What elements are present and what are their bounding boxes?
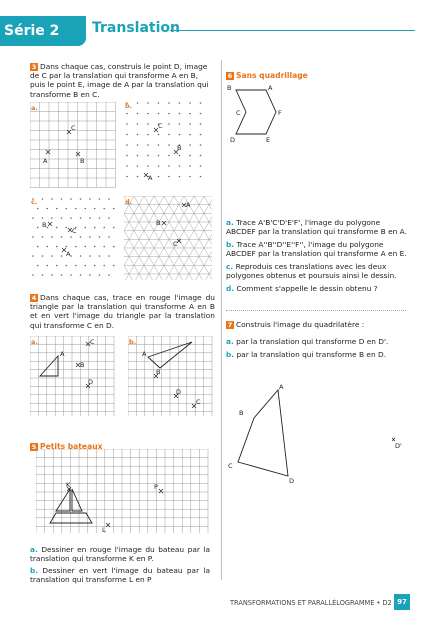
ex7-question-b	[226, 350, 411, 359]
grid-dot	[200, 134, 202, 136]
grid-dot	[113, 265, 115, 267]
grid-dot	[200, 113, 202, 115]
grid-dot	[179, 134, 181, 136]
grid-dot	[51, 217, 53, 219]
grid-dot	[84, 246, 86, 248]
ex3-d-point-B: B	[156, 219, 161, 227]
grid-dot	[94, 265, 96, 267]
grid-dot	[137, 155, 139, 157]
grid-dot	[126, 176, 128, 178]
grid-dot	[200, 176, 202, 178]
ex6-qd-label: d.	[226, 284, 235, 293]
grid-dot	[70, 217, 72, 219]
grid-dot	[42, 236, 44, 238]
ex5-grid-panel	[36, 449, 210, 535]
title-rule	[170, 30, 415, 31]
ex7-point-C: C	[228, 462, 233, 470]
ex7-point-B: B	[239, 409, 244, 417]
ex6-point-C: C	[236, 109, 241, 117]
grid-dot	[158, 102, 160, 104]
ex3-number: 3	[31, 63, 37, 71]
grid-dot	[70, 198, 72, 200]
ex3-d-point-A: A	[186, 201, 191, 209]
grid-dot	[56, 227, 58, 229]
serie-label: Série 2	[4, 23, 60, 39]
ex3-a-grid	[30, 102, 116, 188]
ex6-point-F: F	[278, 109, 282, 117]
grid-dot	[179, 102, 181, 104]
grid-dot	[113, 227, 115, 229]
grid-dot	[126, 134, 128, 136]
page-number: 97	[394, 594, 410, 610]
grid-dot	[108, 198, 110, 200]
grid-dot	[108, 236, 110, 238]
ex3-a-point-C: C	[71, 124, 76, 132]
grid-dot	[56, 208, 58, 210]
ex6-qd-text: Comment s'appelle le dessin obtenu ?	[236, 284, 378, 293]
grid-dot	[126, 123, 128, 125]
ex3-text: Dans chaque cas, construis le point D, image de C par la translation qui transforme A en B, puis le point E, image de A par la translation qui transforme B en C.	[30, 62, 209, 99]
grid-dot	[168, 165, 170, 167]
ex7-qb-label: b.	[226, 350, 235, 359]
grid-dot	[89, 217, 91, 219]
grid-dot	[51, 198, 53, 200]
grid-dot	[51, 255, 53, 257]
grid-dot	[189, 165, 191, 167]
ex7-statement	[226, 320, 411, 329]
grid-dot	[147, 155, 149, 157]
grid-dot	[147, 113, 149, 115]
grid-dot	[126, 113, 128, 115]
ex3-d-grid	[124, 196, 212, 280]
ex5-point-L: L	[102, 526, 106, 534]
ex4-number: 4	[31, 294, 37, 302]
grid-dot	[189, 123, 191, 125]
grid-dot	[61, 274, 63, 276]
grid-dot	[46, 265, 48, 267]
grid-line	[126, 196, 174, 280]
ex3-c-dots	[32, 198, 114, 276]
ex6-question-a	[226, 218, 411, 236]
grid-dot	[42, 255, 44, 257]
grid-dot	[46, 246, 48, 248]
grid-dot	[84, 208, 86, 210]
grid-dot	[42, 217, 44, 219]
grid-dot	[70, 236, 72, 238]
grid-dot	[32, 236, 34, 238]
grid-dot	[179, 123, 181, 125]
grid-dot	[103, 208, 105, 210]
grid-dot	[65, 265, 67, 267]
grid-dot	[80, 236, 82, 238]
ex5-number: 5	[31, 443, 37, 451]
grid-dot	[147, 165, 149, 167]
grid-dot	[65, 227, 67, 229]
grid-dot	[89, 274, 91, 276]
ex7-qa-label: a.	[226, 337, 234, 346]
ex3-b-label: b.	[125, 102, 133, 110]
grid-dot	[103, 246, 105, 248]
grid-dot	[46, 208, 48, 210]
ex4-statement	[30, 293, 215, 330]
ex4-b-point-B: B	[156, 368, 161, 376]
ex7-question-a	[226, 337, 411, 346]
grid-dot	[80, 255, 82, 257]
grid-line	[156, 196, 204, 280]
grid-dot	[179, 155, 181, 157]
grid-dot	[137, 113, 139, 115]
ex6-title: Sans quadrillage	[236, 71, 308, 80]
ex3-d-label: d.	[125, 198, 133, 206]
ex3-c-point-B-mark	[48, 222, 52, 226]
ex6-question-d	[226, 284, 411, 293]
grid-dot	[75, 265, 77, 267]
grid-dot	[99, 198, 101, 200]
ex4-b-point-C: C	[196, 398, 201, 406]
ex5-point-P-mark	[159, 489, 163, 493]
ex6-qc-text: Reproduis ces translations avec les deux polygones obtenus et poursuis ainsi le dessin.	[226, 262, 397, 281]
ex5-point-K: K	[66, 481, 71, 489]
ex7-point-A: A	[279, 383, 284, 391]
grid-dot	[94, 246, 96, 248]
ex7-point-D: D	[289, 477, 295, 485]
grid-dot	[200, 102, 202, 104]
ex6-polygon-figure	[226, 80, 296, 146]
grid-dot	[89, 198, 91, 200]
grid-dot	[108, 274, 110, 276]
grid-dot	[189, 155, 191, 157]
grid-dot	[147, 134, 149, 136]
ex3-a-point-B: B	[80, 157, 85, 165]
ex7-quadrilateral	[238, 390, 288, 476]
grid-dot	[147, 102, 149, 104]
ex6-qa-text: Trace A'B'C'D'E'F', l'image du polygone ABCDEF par la translation qui transforme B en A.	[226, 218, 407, 237]
grid-dot	[99, 236, 101, 238]
grid-dot	[32, 217, 34, 219]
ex3-statement	[30, 62, 215, 99]
grid-dot	[168, 144, 170, 146]
ex4-a-point-D: D	[88, 378, 94, 386]
ex3-c-point-B: B	[42, 221, 47, 229]
grid-dot	[89, 255, 91, 257]
ex3-d-point-B-mark	[162, 221, 166, 225]
grid-dot	[168, 113, 170, 115]
ex6-question-b	[226, 240, 411, 258]
grid-dot	[158, 155, 160, 157]
ex6-point-D: D	[230, 136, 236, 144]
grid-line	[124, 196, 144, 280]
grid-dot	[51, 236, 53, 238]
ex7-number: 7	[227, 321, 233, 329]
grid-dot	[65, 246, 67, 248]
grid-dot	[32, 255, 34, 257]
grid-line	[136, 196, 184, 280]
ex5-point-P: P	[154, 483, 158, 491]
ex3-panel-c	[30, 196, 116, 280]
grid-dot	[51, 274, 53, 276]
grid-dot	[61, 255, 63, 257]
grid-dot	[200, 155, 202, 157]
grid-dot	[56, 246, 58, 248]
ex3-b-point-B: B	[177, 144, 182, 152]
grid-dot	[147, 123, 149, 125]
ex4-b-point-D: D	[176, 388, 182, 396]
grid-dot	[84, 265, 86, 267]
grid-dot	[65, 208, 67, 210]
grid-dot	[200, 123, 202, 125]
grid-dot	[137, 176, 139, 178]
ex6-point-E: E	[266, 136, 271, 144]
ex6-qb-label: b.	[226, 240, 235, 249]
ex3-a-point-A: A	[43, 157, 48, 165]
ex4-a-label: a.	[31, 338, 38, 346]
grid-dot	[103, 227, 105, 229]
ex3-panel-d	[124, 196, 212, 280]
grid-dot	[126, 144, 128, 146]
ex3-panel-a	[30, 102, 116, 188]
grid-dot	[158, 144, 160, 146]
grid-dot	[168, 176, 170, 178]
ex3-c-point-A: A	[66, 250, 71, 258]
section-separator	[226, 310, 406, 311]
grid-dot	[168, 123, 170, 125]
grid-dot	[75, 246, 77, 248]
ex7-text: Construis l'image du quadrilatère :	[236, 320, 365, 329]
ex6-number: 6	[227, 72, 233, 80]
ex4-a-point-B: B	[80, 361, 85, 369]
ex6-polygon	[236, 90, 276, 134]
grid-dot	[61, 236, 63, 238]
grid-dot	[32, 274, 34, 276]
grid-dot	[158, 134, 160, 136]
grid-line	[154, 196, 202, 280]
ex5-qa-text: Dessiner en rouge l'image du bateau par la translation qui transforme K en P.	[30, 545, 210, 564]
ex7-qb-text: par la translation qui transforme B en D.	[236, 350, 387, 359]
ex3-c-point-C: C	[72, 227, 77, 235]
grid-dot	[80, 198, 82, 200]
page-title: Translation	[92, 20, 180, 36]
ex4-b-label: b.	[129, 338, 137, 346]
grid-dot	[189, 144, 191, 146]
ex4-text: Dans chaque cas, trace en rouge l'image du triangle par la translation qui transforme A en B et en vert l'image du triangle par la translation qui transforme C en D.	[30, 293, 215, 330]
ex3-a-point-B-mark	[76, 152, 80, 156]
grid-line	[134, 196, 182, 280]
ex6-point-B: B	[227, 84, 232, 92]
grid-dot	[137, 134, 139, 136]
grid-dot	[94, 227, 96, 229]
grid-dot	[113, 246, 115, 248]
grid-dot	[158, 176, 160, 178]
ex6-qb-text: Trace A''B''D''E''F'', l'image du polygone ABCDEF par la translation qui transforme A en E.	[226, 240, 407, 259]
ex3-a-point-A-mark	[46, 150, 50, 154]
ex4-panel-a	[30, 336, 115, 418]
grid-dot	[103, 265, 105, 267]
ex3-a-label: a.	[31, 104, 38, 112]
grid-dot	[99, 255, 101, 257]
grid-dot	[80, 217, 82, 219]
grid-dot	[108, 217, 110, 219]
ex6-point-A: A	[268, 84, 273, 92]
ex5-title: Petits bateaux	[40, 442, 103, 451]
column-divider	[221, 60, 222, 580]
grid-line	[124, 196, 134, 280]
grid-dot	[37, 227, 39, 229]
ex5-qb-text: Dessiner en vert l'image du bateau par la translation qui transforme L en P	[30, 566, 210, 585]
grid-dot	[168, 134, 170, 136]
grid-dot	[70, 274, 72, 276]
grid-dot	[126, 165, 128, 167]
ex7-quadrilateral-figure	[222, 378, 412, 488]
grid-dot	[189, 176, 191, 178]
grid-dot	[61, 217, 63, 219]
grid-dot	[179, 113, 181, 115]
ex5-qb-label: b.	[30, 566, 39, 575]
ex7-point-Dp-mark	[392, 438, 395, 441]
ex3-b-dots	[126, 102, 201, 177]
grid-dot	[56, 265, 58, 267]
grid-dot	[168, 102, 170, 104]
grid-dot	[42, 274, 44, 276]
grid-dot	[147, 144, 149, 146]
ex3-b-point-C: C	[158, 122, 163, 130]
grid-dot	[75, 208, 77, 210]
ex5-question-a	[30, 545, 210, 563]
grid-dot	[89, 236, 91, 238]
grid-dot	[200, 144, 202, 146]
grid-dot	[37, 208, 39, 210]
ex5-question-b	[30, 566, 210, 584]
grid-dot	[94, 208, 96, 210]
ex4-b-point-A: A	[142, 350, 147, 358]
grid-dot	[113, 208, 115, 210]
ex3-d-point-C: C	[173, 240, 178, 248]
grid-dot	[158, 113, 160, 115]
footer-chapter: TRANSFORMATIONS ET PARALLÉLOGRAMME • D2	[230, 599, 392, 607]
ex6-qc-label: c.	[226, 262, 234, 271]
grid-dot	[137, 144, 139, 146]
grid-dot	[137, 102, 139, 104]
ex7-qa-text: par la translation qui transforme D en D'.	[236, 337, 389, 346]
grid-dot	[189, 113, 191, 115]
grid-dot	[99, 274, 101, 276]
ex3-b-point-A: A	[148, 174, 153, 182]
ex5-qa-label: a.	[30, 545, 38, 554]
ex6-qa-label: a.	[226, 218, 234, 227]
grid-dot	[46, 227, 48, 229]
grid-dot	[179, 176, 181, 178]
ex4-a-point-A: A	[60, 350, 65, 358]
grid-dot	[84, 227, 86, 229]
grid-dot	[37, 246, 39, 248]
grid-dot	[108, 255, 110, 257]
grid-dot	[189, 134, 191, 136]
grid-dot	[189, 102, 191, 104]
grid-dot	[42, 198, 44, 200]
grid-dot	[126, 155, 128, 157]
grid-dot	[168, 155, 170, 157]
grid-dot	[99, 217, 101, 219]
ex7-point-Dprime: D'	[395, 442, 402, 450]
serie-badge	[0, 16, 86, 46]
ex3-c-label: c.	[31, 198, 38, 206]
grid-line	[124, 196, 172, 280]
ex4-panel-b	[128, 336, 213, 418]
ex4-a-point-C: C	[90, 338, 95, 346]
grid-dot	[137, 123, 139, 125]
grid-dot	[137, 165, 139, 167]
grid-dot	[61, 198, 63, 200]
grid-dot	[80, 274, 82, 276]
grid-dot	[179, 165, 181, 167]
grid-dot	[200, 165, 202, 167]
ex5-grid	[36, 449, 208, 533]
grid-dot	[158, 165, 160, 167]
ex6-question-c	[226, 262, 411, 280]
grid-dot	[37, 265, 39, 267]
ex3-panel-b	[124, 100, 210, 186]
